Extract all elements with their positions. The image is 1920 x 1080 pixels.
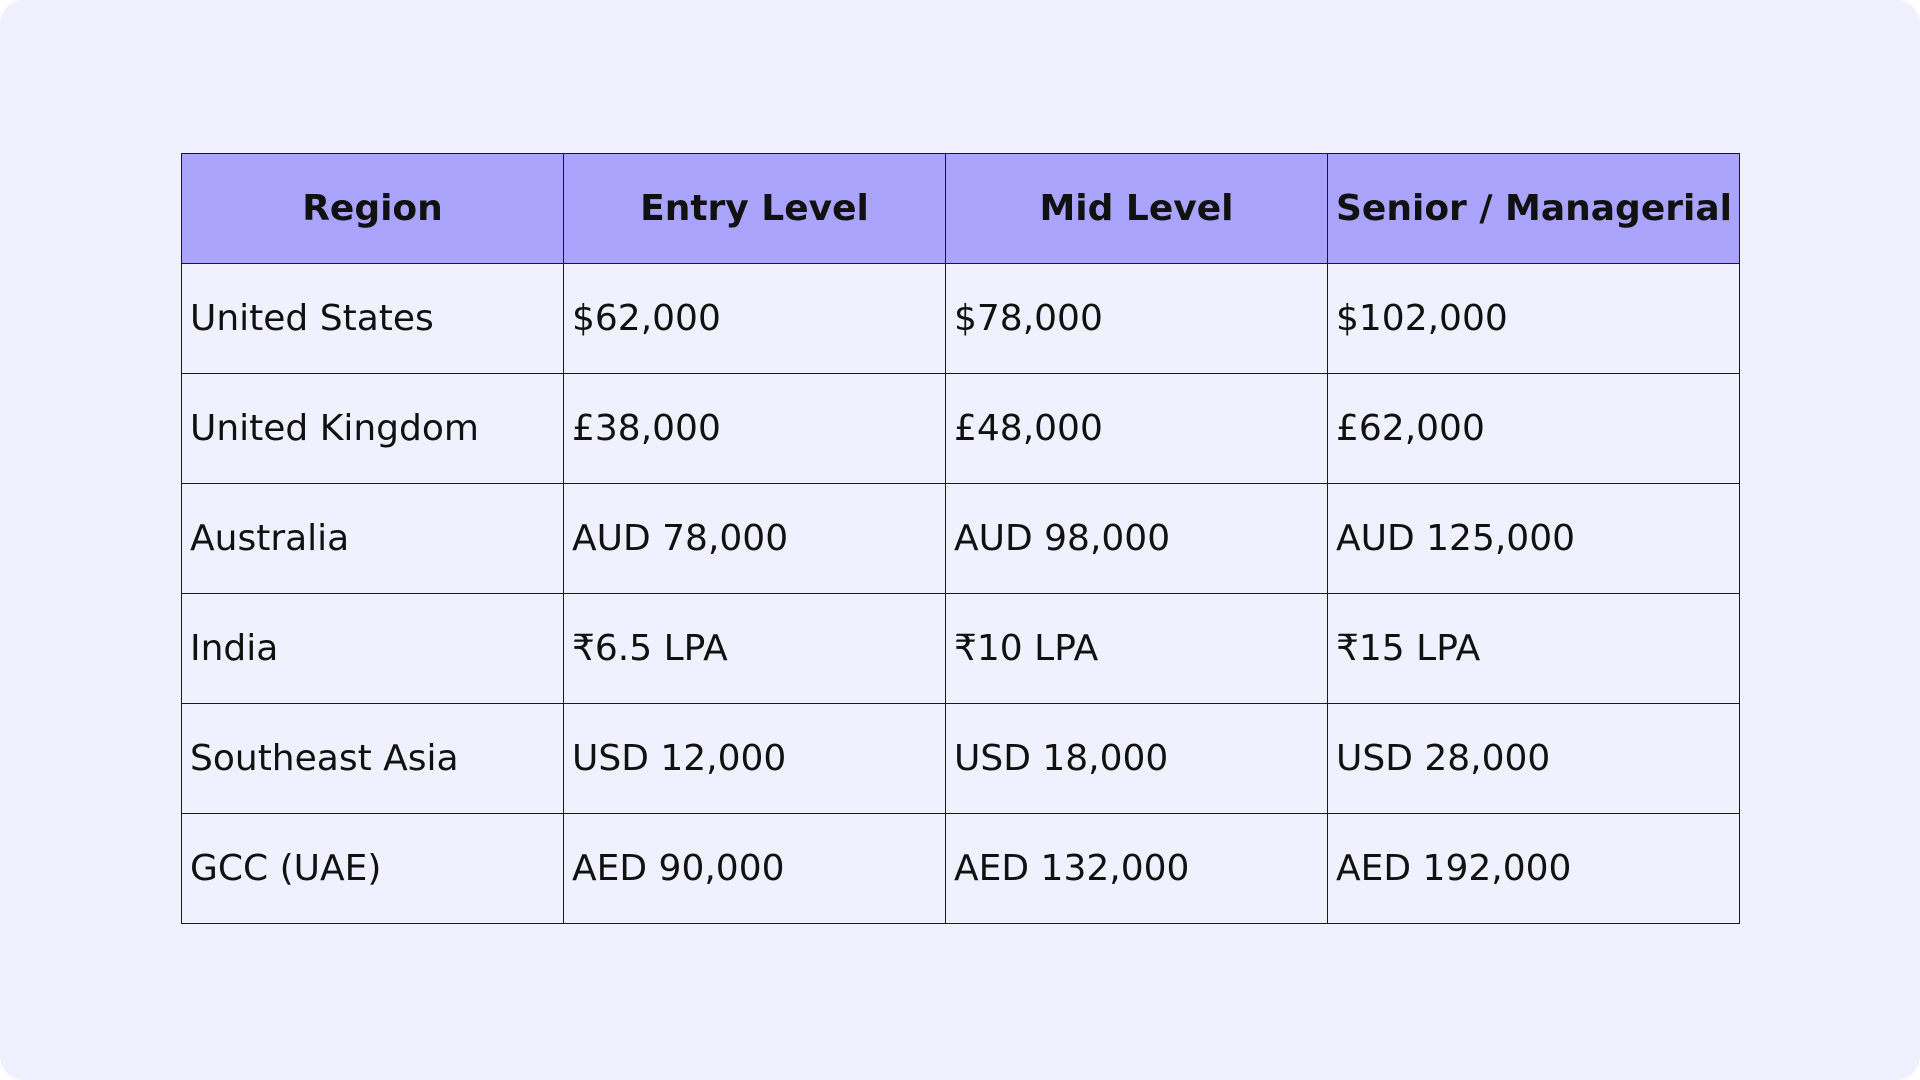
cell-mid-level: £48,000 [946,374,1328,484]
table-row [182,374,1740,484]
cell-entry-level: £38,000 [564,374,946,484]
cell-mid-level: USD 18,000 [946,704,1328,814]
cell-mid-level: ₹10 LPA [946,594,1328,704]
table-row [182,704,1740,814]
cell-region: India [182,594,564,704]
table-row [182,484,1740,594]
cell-senior-managerial: AED 192,000 [1328,814,1740,924]
cell-region: Southeast Asia [182,704,564,814]
header-region: Region [182,154,564,264]
cell-mid-level: AED 132,000 [946,814,1328,924]
cell-mid-level: $78,000 [946,264,1328,374]
table-row [182,264,1740,374]
cell-senior-managerial: $102,000 [1328,264,1740,374]
cell-senior-managerial: £62,000 [1328,374,1740,484]
cell-entry-level: USD 12,000 [564,704,946,814]
cell-senior-managerial: AUD 125,000 [1328,484,1740,594]
cell-senior-managerial: ₹15 LPA [1328,594,1740,704]
header-entry-level: Entry Level [564,154,946,264]
salary-table [181,153,1740,924]
cell-region: United Kingdom [182,374,564,484]
cell-senior-managerial: USD 28,000 [1328,704,1740,814]
cell-region: Australia [182,484,564,594]
salary-table-container [181,153,1739,924]
cell-region: GCC (UAE) [182,814,564,924]
cell-entry-level: ₹6.5 LPA [564,594,946,704]
header-senior-managerial: Senior / Managerial [1328,154,1740,264]
table-header-row [182,154,1740,264]
cell-entry-level: AED 90,000 [564,814,946,924]
table-row [182,814,1740,924]
cell-entry-level: AUD 78,000 [564,484,946,594]
table-row [182,594,1740,704]
cell-region: United States [182,264,564,374]
cell-entry-level: $62,000 [564,264,946,374]
cell-mid-level: AUD 98,000 [946,484,1328,594]
header-mid-level: Mid Level [946,154,1328,264]
